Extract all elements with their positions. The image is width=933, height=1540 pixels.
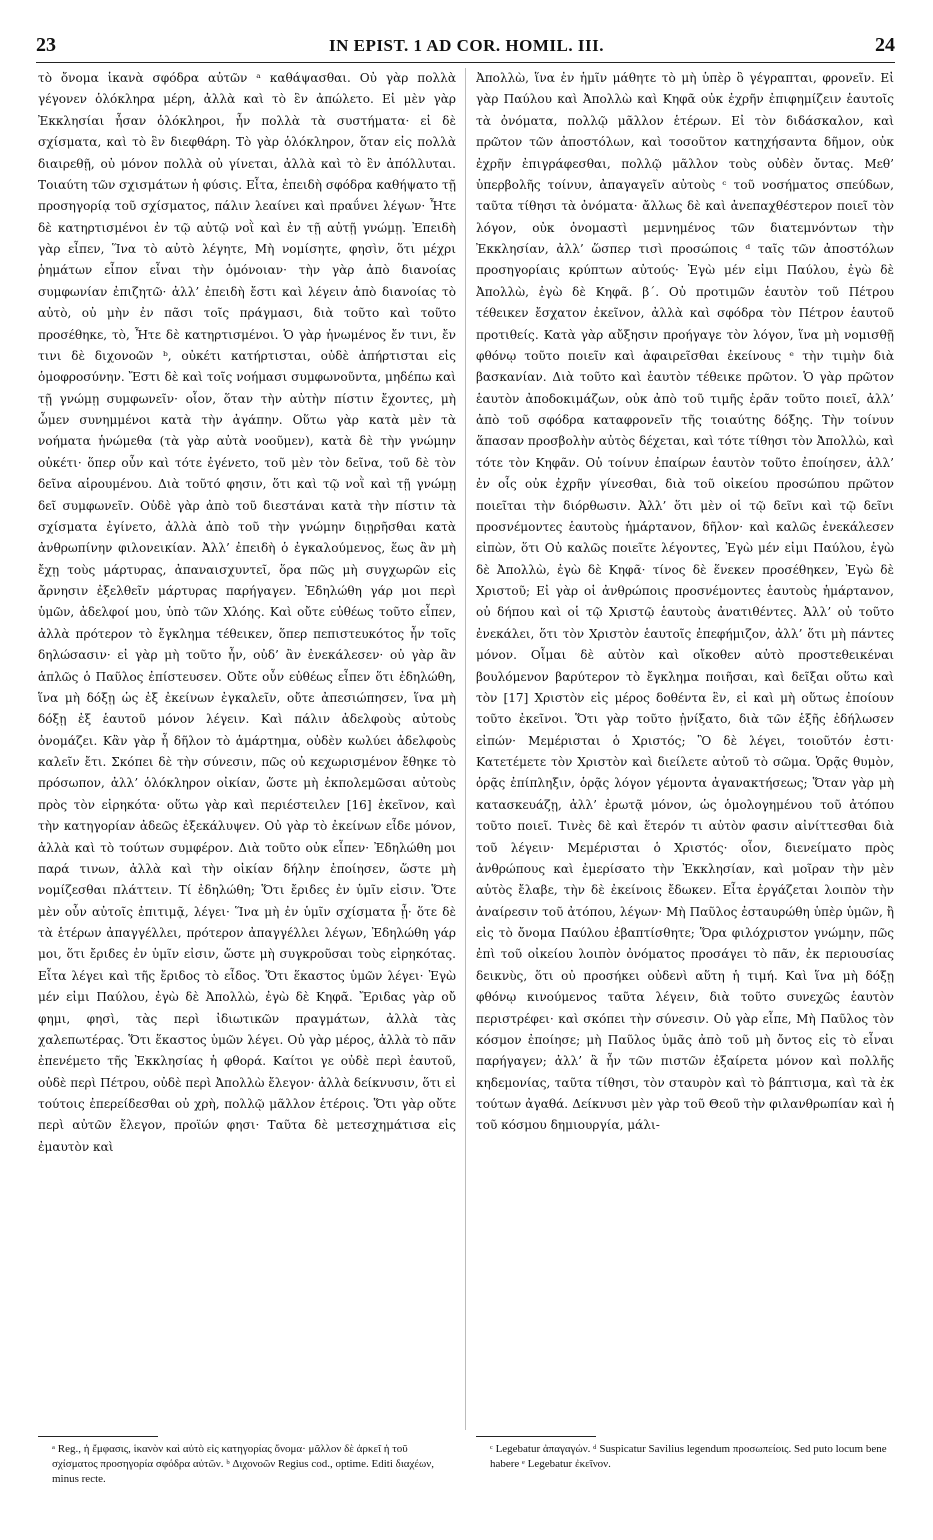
footnote-rule-right — [476, 1436, 596, 1437]
footnote-right-text: ᶜ Legebatur ἀπαγαγών. ᵈ Suspicatur Savilius legendum προσωπείοις. Sed puto locum bene habere ᵉ Legebatur ἐκεῖνον. — [490, 1443, 887, 1470]
footnote-rule-left — [38, 1436, 158, 1437]
text-column-left — [38, 68, 456, 1430]
running-title: IN EPIST. 1 AD COR. HOMIL. III. — [329, 36, 604, 55]
running-header — [30, 34, 903, 58]
page-number-left: 23 — [36, 34, 56, 56]
column-separator — [465, 68, 466, 1430]
column-left-text: τὸ ὄνομα ἱκανὰ σφόδρα αὐτῶν ᵃ καθάψασθαι. Οὐ γὰρ πολλὰ γέγονεν ὁλόκληρα μέρη, ἀλλὰ καὶ τὸ ἓν ἀπώλετο. Εἰ μὲν γὰρ Ἐκκλησίαι ἦσαν ὁλόκληροι, ἦν πολλὰ τὰ συστήματα· εἰ δὲ σχίσματα, καὶ τὸ ἓν διεφθάρη. Τὸ γὰρ ὁλόκληρον, ὅταν εἰς πολλὰ διαιρεθῇ, οὐ μόνον πολλὰ οὐ γίνεται, ἀλλὰ καὶ τὸ ἓν ἀπόλλυται. Τοιαύτη τῶν σχισμάτων ἡ φύσις. Εἶτα, ἐπειδὴ σφόδρα καθήψατο τῇ προσηγορίᾳ τοῦ σχίσματος, πάλιν λεαίνει καὶ πραΰνει λέγων· Ἦτε δὲ κατηρτισμένοι ἐν τῷ αὐτῷ νοῒ καὶ ἐν τῇ αὐτῇ γνώμῃ. Ἐπειδὴ γὰρ εἶπεν, Ἵνα τὸ αὐτὸ λέγητε, Μὴ νομίσητε, φησὶν, ὅτι μέχρι ῥημάτων εἶπον εἶναι τὴν ὁμόνοιαν· τὴν γὰρ ἀπὸ διανοίας συμφωνίαν ἐπιζητῶ· ἀλλ’ ἐπειδὴ ἔστι καὶ λέγειν ἀπὸ διανοίας τὸ αὐτὸ, οὐ μὴν ἐν πᾶσι τοῖς πράγμασι, διὰ τοῦτο καὶ τοῦτο προσέθηκε, τὸ, Ἦτε δὲ κατηρτισμένοι. Ὁ γὰρ ἡνωμένος ἔν τινι, ἔν τινι δὲ διχονοῶν ᵇ, οὐκέτι κατήρτισται, οὐδὲ ἀπήρτισται εἰς ὁμοφροσύνην. Ἔστι δὲ καὶ τοῖς νοήμασι συμφωνοῦντα, μηδέπω καὶ τῇ γνώμῃ συμφωνεῖν· οἷον, ὅταν τὴν αὐτὴν πίστιν ἔχοντες, μὴ ὦμεν συνημμένοι κατὰ τὴν ἀγάπην. Οὕτω γὰρ κατὰ μὲν τὰ νοήματα ἡνώμεθα (τὰ γὰρ αὐτὰ νοοῦμεν), κατὰ δὲ τὴν γνώμην οὐκέτι· ὅπερ οὖν καὶ τότε ἐγένετο, τοῦ μὲν τὸν δεῖνα, τοῦ δὲ τὸν δεῖνα αἱρουμένου. Διὰ τοῦτό φησιν, ὅτι καὶ τῷ νοῒ καὶ τῇ γνώμῃ δεῖ συμφωνεῖν. Οὐδὲ γὰρ ἀπὸ τοῦ διεστάναι κατὰ τὴν πίστιν τὰ σχίσματα ἐγίνετο, ἀλλὰ ἀπὸ τοῦ τὴν γνώμην διῃρῆσθαι κατὰ ἀνθρωπίνην φιλονεικίαν. Ἀλλ’ ἐπειδὴ ὁ ἐγκαλούμενος, ἕως ἂν μὴ ἔχῃ τοὺς μάρτυρας, ἀπαναισχυντεῖ, ὅρα πῶς μὴ συγχωρῶν εἰς ἄρνησιν ἐξελθεῖν μάρτυρας παρήγαγεν. Ἐδηλώθη γάρ μοι περὶ ὑμῶν, ἀδελφοί μου, ὑπὸ τῶν Χλόης. Καὶ οὔτε εὐθέως τοῦτο εἶπεν, ἀλλὰ πρότερον τὸ ἔγκλημα τέθεικεν, ὅπερ πεπιστευκότος ἦν τοῖς δηλώσασιν· εἰ γὰρ μὴ τοῦτο ἦν, οὐδ’ ἂν ἐνεκάλεσεν· οὐ γὰρ ἂν ἁπλῶς ὁ Παῦλος ἐπίστευσεν. Οὔτε οὖν εὐθέως εἶπεν ὅτι ἐδηλώθη, ἵνα μὴ δόξῃ ὡς ἐξ ἐκείνων ἐγκαλεῖν, οὔτε ἀπεσιώπησεν, ἵνα μὴ δόξῃ ἐξ ἑαυτοῦ μόνον λέγειν. Καὶ πάλιν ἀδελφοὺς αὐτοὺς ὀνομάζει. Κἂν γὰρ ἦ δῆλον τὸ ἁμάρτημα, οὐδὲν κωλύει ἀδελφοὺς καλεῖν ἔτι. Σκόπει δὲ τὴν σύνεσιν, πῶς οὐ κεχωρισμένον ἔθηκε τὸ πρόσωπον, ἀλλ’ ὁλόκληρον οἰκίαν, ὥστε μὴ ἐκπολεμῶσαι αὐτοὺς πρὸς τὸν εἰρηκότα· οὕτω γὰρ καὶ περιέστειλεν [16] ἐκεῖνον, καὶ τὴν κατηγορίαν ἀδεῶς ἐξεκάλυψεν. Οὐ γὰρ τὸ ἐκείνων εἶδε μόνον, ἀλλὰ καὶ τὸ τούτων συμφέρον. Διὰ τοῦτο οὐκ εἶπεν· Ἐδηλώθη μοι παρά τινων, ἀλλὰ καὶ τὴν οἰκίαν δήλην ἐποίησεν, ὥστε μὴ νομίζεσθαι πλάττειν. Τί ἐδηλώθη; Ὅτι ἔριδες ἐν ὑμῖν εἰσιν. Ὅτε μὲν οὖν αὐτοῖς ἐπιτιμᾷ, λέγει· Ἵνα μὴ ἐν ὑμῖν σχίσματα ᾖ· ὅτε δὲ τὰ ἑτέρων ἀπαγγέλλει, πρότερον ἀπαγγέλλει λέγων, Ἐδηλώθη γάρ μοι, ὅτι ἔριδες ἐν ὑμῖν εἰσιν, ὥστε μὴ συγκροῦσαι τοὺς εἰρηκότας. Εἶτα λέγει καὶ τῆς ἔριδος τὸ εἶδος. Ὅτι ἕκαστος ὑμῶν λέγει· Ἐγὼ μέν εἰμι Παύλου, ἐγὼ δὲ Ἀπολλὼ, ἐγὼ δὲ Κηφᾶ. Ἔριδας γὰρ οὔ φημι, φησὶ, τὰς περὶ ἰδιωτικῶν πραγμάτων, ἀλλὰ τὰς χαλεπωτέρας. Ὅτι ἕκαστος ὑμῶν λέγει. Οὐ γὰρ μέρος, ἀλλὰ τὸ πᾶν ἐπενέμετο τῆς Ἐκκλησίας ἡ φθορά. Καίτοι γε οὐδὲ περὶ ἑαυτοῦ, οὐδὲ περὶ Πέτρου, οὐδὲ περὶ Ἀπολλὼ ἔλεγον· ἀλλὰ δείκνυσιν, ὅτι εἰ τούτοις ἐπερείδεσθαι οὐ χρὴ, πολλῷ μᾶλλον ἑτέροις. Ὅτι γὰρ οὔτε περὶ αὐτῶν ἔλεγον, προϊών φησι· Ταῦτα δὲ μετεσχημάτισα εἰς ἐμαυτὸν καὶ — [38, 71, 456, 1154]
page-number-right: 24 — [875, 34, 895, 56]
footnote-left-text: ᵃ Reg., ἡ ἔμφασις, ἱκανὸν καὶ αὐτὸ εἰς κατηγορίας ὄνομα· μᾶλλον δὲ ἀρκεῖ ἡ τοῦ σχίσματος προσηγορία σφόδρα αὐτῶν. ᵇ Διχονοῶν Regius cod., optime. Editi διαχέων, minus recte. — [52, 1443, 435, 1485]
column-right-text: Ἀπολλὼ, ἵνα ἐν ἡμῖν μάθητε τὸ μὴ ὑπὲρ ὃ γέγραπται, φρονεῖν. Εἰ γὰρ Παύλου καὶ Ἀπολλὼ καὶ Κηφᾶ οὐκ ἐχρῆν ἐπιφημίζειν ἑαυτοῖς τὰ ὀνόματα, πολλῷ μᾶλλον ἑτέρων. Εἰ τὸν διδάσκαλον, καὶ πρῶτον τῶν ἀποστόλων, καὶ τοσοῦτον κατηχήσαντα δῆμον, οὐκ ἐχρῆν ἐπιγράφεσθαι, πολλῷ μᾶλλον τοὺς οὐδὲν ὄντας. Μεθ’ ὑπερβολῆς τοίνυν, ἀπαγαγεῖν αὐτοὺς ᶜ τοῦ νοσήματος σπεύδων, ταῦτα τίθησι τὰ ὀνόματα· ἄλλως δὲ καὶ ἀνεπαχθέστερον ποιεῖ τὸν λόγον, οὐκ ὀνομαστὶ μεμνημένος τῶν διατεμνόντων τὴν Ἐκκλησίαν, ἀλλ’ ὥσπερ τισὶ προσώποις ᵈ ταῖς τῶν ἀποστόλων προσηγορίαις κρύπτων αὐτούς· Ἐγὼ μέν εἰμι Παύλου, ἐγὼ δὲ Ἀπολλὼ, ἐγὼ δὲ Κηφᾶ. β΄. Οὐ προτιμῶν ἑαυτὸν τοῦ Πέτρου τέθεικεν ἔσχατον ἐκεῖνον, ἀλλὰ καὶ σφόδρα τὸν Πέτρον ἑαυτοῦ προτιθείς. Κατὰ γὰρ αὔξησιν προήγαγε τὸν λόγον, ἵνα μὴ νομισθῇ φθόνῳ τοῦτο ποιεῖν καὶ ἀφαιρεῖσθαι ἐκείνους ᵉ τὴν τιμὴν διὰ βασκανίαν. Διὰ τοῦτο καὶ ἑαυτὸν τέθεικε πρῶτον. Ὁ γὰρ πρῶτον ἑαυτὸν ἀποδοκιμάζων, οὐκ ἀπὸ τοῦ τιμῆς ἐρᾶν τοῦτο ποιεῖ, ἀλλ’ ἀπὸ τοῦ σφόδρα καταφρονεῖν τῆς τοιαύτης δόξης. Τὴν τοίνυν ἅπασαν προσβολὴν αὐτὸς δέχεται, καὶ τότε τίθησι τὸν Ἀπολλὼ, καὶ τότε τὸν Κηφᾶν. Οὐ τοίνυν ἐπαίρων ἑαυτὸν τοῦτο ἐποίησεν, ἀλλ’ ἐν οἷς οὐκ ἐχρῆν γίνεσθαι, διὰ τοῦ οἰκείου προσώπου πρῶτον ποιεῖται τὴν διόρθωσιν. Ἀλλ’ ὅτι μὲν οἱ τῷ δεῖνι καὶ τῷ δεῖνι προσνέμοντες ἑαυτοὺς ἡμάρτανον, δῆλον· καὶ καλῶς ἐνεκάλεσεν εἰπὼν, ὅτι Οὐ καλῶς ποιεῖτε λέγοντες, Ἐγὼ μέν εἰμι Παύλου, ἐγὼ δὲ Ἀπολλὼ, ἐγὼ δὲ Κηφᾶ· τίνος δὲ ἕνεκεν προσέθηκεν, Ἐγὼ δὲ Χριστοῦ; Εἰ γὰρ οἱ ἀνθρώποις προσνέμοντες ἑαυτοὺς ἡμάρτανον, οὐ δήπου καὶ οἱ τῷ Χριστῷ ἑαυτοὺς ἀνατιθέντες. Ἀλλ’ οὐ τοῦτο ἐνεκάλει, ὅτι τὸν Χριστὸν ἑαυτοῖς ἐπεφήμιζον, ἀλλ’ ὅτι μὴ πάντες μόνον. Οἶμαι δὲ αὐτὸν καὶ οἴκοθεν αὐτὸ προστεθεικέναι βουλόμενον βαρύτερον τὸ ἔγκλημα ποιῆσαι, καὶ δεῖξαι οὕτω καὶ τὸν [17] Χριστὸν εἰς μέρος δοθέντα ἓν, εἰ καὶ μὴ οὕτως ἐποίουν τοῦτο ἐκεῖνοι. Ὅτι γὰρ τοῦτο ᾐνίξατο, διὰ τῶν ἑξῆς ἐδήλωσεν εἰπών· Μεμέρισται ὁ Χριστός; Ὃ δὲ λέγει, τοιοῦτόν ἐστι· Κατετέμετε τὸν Χριστὸν καὶ διείλετε αὐτοῦ τὸ σῶμα. Ὁρᾷς θυμὸν, ὁρᾷς ἐπίπληξιν, ὁρᾷς λόγον γέμοντα ἀγανακτήσεως; Ὅταν γὰρ μὴ κατασκευάζῃ, ἀλλ’ ἐρωτᾷ μόνον, ὡς ὁμολογημένου τοῦ ἀτόπου τοῦτο ποιεῖ. Τινὲς δὲ καὶ ἕτερόν τι αὐτὸν φασιν αἰνίττεσθαι διὰ τοῦ λέγειν· Μεμέρισται ὁ Χριστός· οἷον, διενείματο πρὸς ἀνθρώπους καὶ ἐμερίσατο τὴν Ἐκκλησίαν, καὶ μοῖραν τὴν μὲν αὐτὸς ἔλαβε, τὴν δὲ ἐκείνοις ἔδωκεν. Εἶτα ἐργάζεται λοιπὸν τὴν ἀναίρεσιν τοῦ ἀτόπου, λέγων· Μὴ Παῦλος ἐσταυρώθη ὑπὲρ ὑμῶν, ἢ εἰς τὸ ὄνομα Παύλου ἐβαπτίσθητε; Ὅρα φιλόχριστον γνώμην, πῶς ἐπὶ τοῦ οἰκείου λοιπὸν ὀνόματος προσάγει τὸ πᾶν, ἐκ περιουσίας δεικνὺς, ὅτι οὐ προσήκει οὐδενὶ αὕτη ἡ τιμή. Καὶ ἵνα μὴ δόξῃ φθόνῳ κινούμενος ταῦτα λέγειν, διὰ τοῦτο συνεχῶς ἑαυτὸν περιστρέφει· καὶ σκόπει τὴν σύνεσιν. Οὐ γὰρ εἶπε, Μὴ Παῦλος τὸν κόσμον ἐποίησε; μὴ Παῦλος ὑμᾶς ἀπὸ τοῦ μὴ ὄντος εἰς τὸ εἶναι παρήγαγεν; ἀλλ’ ἃ ἦν τῶν πιστῶν ἐξαίρετα μόνον καὶ πολλῆς κηδεμονίας, ταῦτα τίθησι, τὸν σταυρὸν καὶ τὸ βάπτισμα, καὶ τὰ ἐκ τούτων ἀγαθά. Δείκνυσι μὲν γὰρ τοῦ Θεοῦ τὴν φιλανθρωπίαν καὶ ἡ τοῦ κόσμου δημιουργία, μάλι- — [476, 71, 894, 1133]
footnotes-left — [52, 1442, 456, 1487]
text-column-right — [476, 68, 894, 1430]
header-rule — [36, 62, 895, 63]
footnotes-right — [490, 1442, 894, 1472]
